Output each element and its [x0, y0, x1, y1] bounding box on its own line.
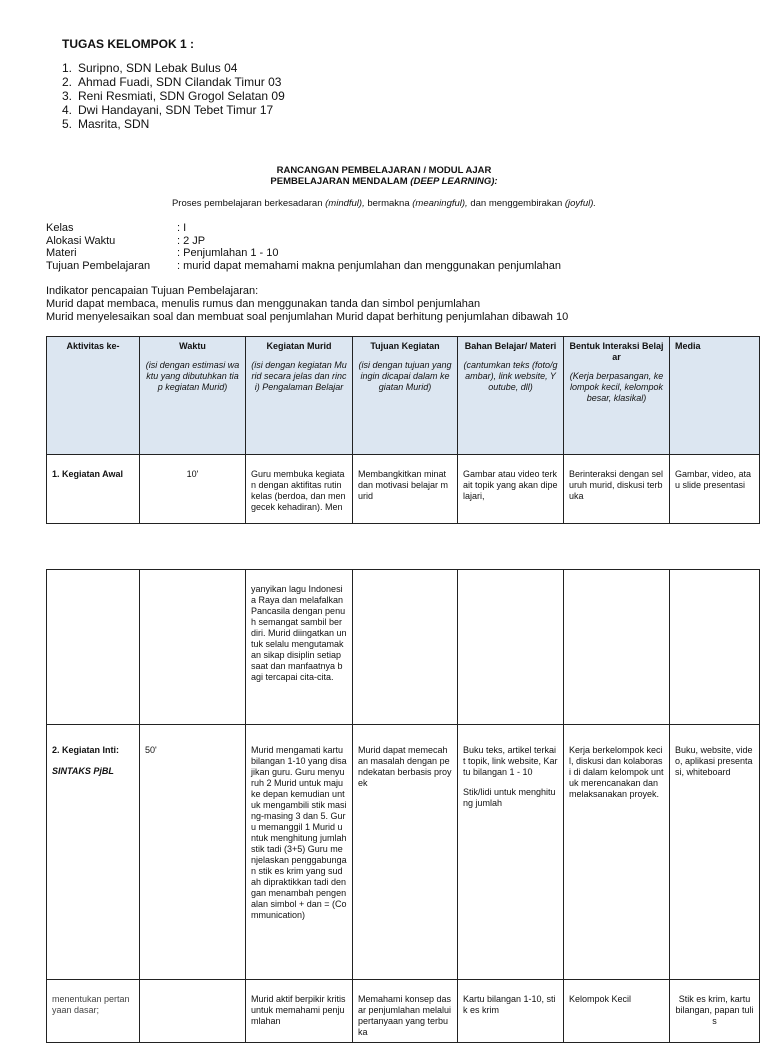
indicator-line: Murid menyelesaikan soal dan membuat soal penjumlahan Murid dapat berhitung penjumlahan dibawah 10	[46, 311, 569, 323]
cell-time: 10'	[140, 455, 246, 524]
table-row	[47, 725, 760, 980]
cell-bahan	[458, 570, 564, 725]
info-row-tujuan: Tujuan Pembelajaran : murid dapat memahami makna penjumlahan dan menggunakan penjumlahan	[46, 259, 562, 272]
header-media: Media	[670, 337, 760, 455]
cell-interaksi	[564, 570, 670, 725]
info-row-materi: Materi : Penjumlahan 1 - 10	[46, 247, 279, 259]
header-bahan-belajar: Bahan Belajar/ Materi (cantumkan teks (foto/gambar), link website, Youtube, dll)	[458, 337, 564, 455]
cell-kegiatan: yanyikan lagu Indonesia Raya dan melafalkan Pancasila dengan penuh semangat sambil berdiri. Murid diingatkan untuk selalu mengutamakan sikap disiplin setiap saat dan manfaatnya bagi tercapai cita-cita.	[246, 570, 353, 725]
member-list	[62, 61, 285, 131]
table-row	[47, 980, 760, 1043]
cell-time: 50'	[140, 725, 246, 980]
indicators-section	[46, 285, 568, 324]
cell-interaksi: Kerja berkelompok kecil, diskusi dan kolaborasi di dalam kelompok untuk merencanakan dan melaksanakan proyek.	[564, 725, 670, 980]
indicator-line: Murid dapat membaca, menulis rumus dan menggunakan tanda dan simbol penjumlahan	[46, 298, 481, 310]
lesson-info	[46, 222, 561, 272]
cell-activity: 1. Kegiatan Awal	[47, 455, 140, 524]
cell-media: Gambar, video, atau slide presentasi	[670, 455, 760, 524]
lesson-plan-table-continued	[46, 569, 760, 1043]
table-row	[47, 570, 760, 725]
header-bentuk-interaksi: Bentuk Interaksi Belajar (Kerja berpasangan, kelompok kecil, kelompok besar, klasikal)	[564, 337, 670, 455]
cell-kegiatan: Murid aktif berpikir kritis untuk memahami penjumlahan	[246, 980, 353, 1043]
cell-kegiatan: Murid mengamati kartu bilangan 1-10 yang disajikan guru. Guru menyuruh 2 Murid untuk maju ke depan kemudian untuk mengambili stik masing-masing 3 dan 5. Guru memanggil 1 Murid untuk menghitung jumlah stik tadi (3+5) Guru menjelaskan penggabungan stik es krim yang sudah dipraktikkan tadi dengan menambah pengenalan simbol + dan = (Communication)	[246, 725, 353, 980]
lesson-plan-table	[46, 336, 760, 524]
list-item: 5. Masrita, SDN	[62, 117, 150, 131]
cell-media: Stik es krim, kartu bilangan, papan tulis	[670, 980, 760, 1043]
list-item: 4. Dwi Handayani, SDN Tebet Timur 17	[62, 103, 274, 117]
cell-media	[670, 570, 760, 725]
document-title-line-2: PEMBELAJARAN MENDALAM (DEEP LEARNING):	[270, 176, 498, 187]
cell-tujuan: Membangkitkan minat dan motivasi belajar murid	[353, 455, 458, 524]
header-kegiatan-murid: Kegiatan Murid (isi dengan kegiatan Murid secara jelas dan rinci) Pengalaman Belajar	[246, 337, 353, 455]
table-row	[47, 455, 760, 524]
cell-tujuan	[353, 570, 458, 725]
header-waktu: Waktu (isi dengan estimasi waktu yang dibutuhkan tiap kegiatan Murid)	[140, 337, 246, 455]
cell-interaksi: Berinteraksi dengan seluruh murid, diskusi terbuka	[564, 455, 670, 524]
cell-tujuan: Murid dapat memecahan masalah dengan pendekatan berbasis proyek	[353, 725, 458, 980]
cell-tujuan: Memahami konsep dasar penjumlahan melalui pertanyaan yang terbuka	[353, 980, 458, 1043]
cell-kegiatan: Guru membuka kegiatan dengan aktifitas rutin kelas (berdoa, dan mengecek kehadiran). Men	[246, 455, 353, 524]
cell-activity	[47, 570, 140, 725]
cell-time	[140, 570, 246, 725]
document-subtitle: Proses pembelajaran berkesadaran (mindful), bermakna (meaningful), dan menggembirakan (joyful).	[171, 198, 597, 209]
cell-bahan: Kartu bilangan 1-10, stik es krim	[458, 980, 564, 1043]
list-item: 3. Reni Resmiati, SDN Grogol Selatan 09	[62, 89, 285, 103]
cell-activity: 2. Kegiatan Inti: SINTAKS PjBL	[47, 725, 140, 980]
cell-time	[140, 980, 246, 1043]
header-tujuan-kegiatan: Tujuan Kegiatan (isi dengan tujuan yang ingin dicapai dalam kegiatan Murid)	[353, 337, 458, 455]
header-aktivitas: Aktivitas ke-	[47, 337, 140, 455]
table-header-row	[47, 337, 760, 455]
cell-bahan: Buku teks, artikel terkait topik, link website, Kartu bilangan 1 - 10 Stik/lidi untuk menghitung jumlah	[458, 725, 564, 980]
list-item: 2. Ahmad Fuadi, SDN Cilandak Timur 03	[62, 75, 282, 89]
indicators-heading: Indikator pencapaian Tujuan Pembelajaran:	[46, 285, 259, 297]
info-row-kelas: Kelas : I	[46, 222, 187, 234]
cell-activity: menentukan pertanyaan dasar;	[47, 980, 140, 1043]
document-title-line-1: RANCANGAN PEMBELAJARAN / MODUL AJAR	[276, 165, 492, 176]
cell-bahan: Gambar atau video terkait topik yang akan dipelajari,	[458, 455, 564, 524]
cell-interaksi: Kelompok Kecil	[564, 980, 670, 1043]
cell-media: Buku, website, video, aplikasi presentasi, whiteboard	[670, 725, 760, 980]
group-title: TUGAS KELOMPOK 1 :	[62, 37, 195, 51]
info-row-alokasi-waktu: Alokasi Waktu : 2 JP	[46, 234, 206, 247]
list-item: 1. Suripno, SDN Lebak Bulus 04	[62, 61, 238, 75]
